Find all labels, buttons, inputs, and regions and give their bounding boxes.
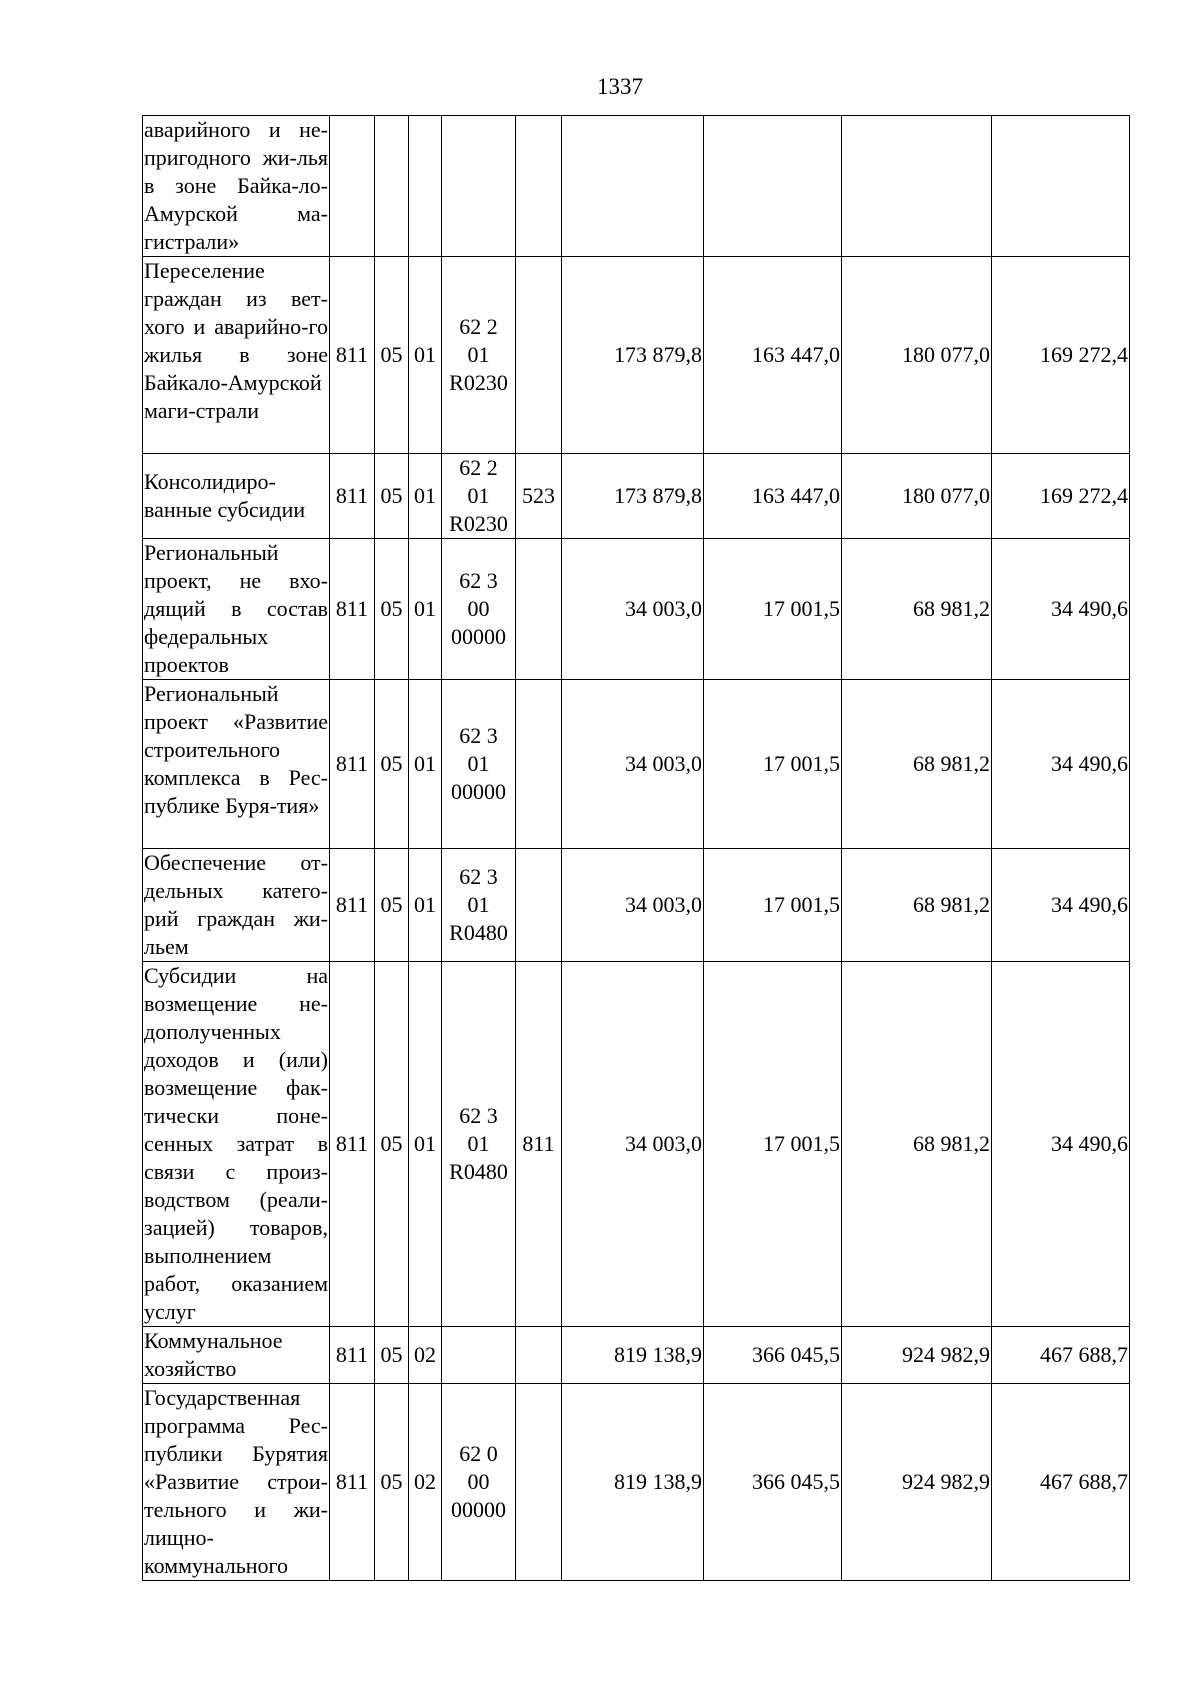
amount-4: 34 490,6 — [992, 539, 1130, 680]
row-name: Региональный проект, не вхо-дящий в состав федеральных проектов — [143, 539, 330, 680]
table-row — [143, 1384, 1130, 1581]
target-article-code — [442, 962, 516, 1327]
amount-1: 34 003,0 — [562, 962, 704, 1327]
amount-2 — [704, 116, 842, 257]
target-article-part: 00 — [467, 596, 490, 621]
amount-1: 34 003,0 — [562, 680, 704, 849]
subsection-code: 02 — [409, 1384, 442, 1581]
admin-code: 811 — [330, 539, 375, 680]
subsection-code — [409, 116, 442, 257]
amount-4: 467 688,7 — [992, 1384, 1130, 1581]
section-code: 05 — [375, 539, 409, 680]
admin-code — [330, 116, 375, 257]
amount-2: 163 447,0 — [704, 257, 842, 454]
subsection-code: 01 — [409, 454, 442, 539]
amount-2: 17 001,5 — [704, 849, 842, 962]
amount-1: 173 879,8 — [562, 454, 704, 539]
admin-code: 811 — [330, 962, 375, 1327]
expense-type-code — [516, 849, 562, 962]
admin-code: 811 — [330, 1327, 375, 1384]
amount-2: 17 001,5 — [704, 680, 842, 849]
admin-code: 811 — [330, 680, 375, 849]
section-code: 05 — [375, 962, 409, 1327]
table-row — [143, 1327, 1130, 1384]
amount-3: 180 077,0 — [842, 257, 992, 454]
target-article-code — [442, 116, 516, 257]
row-name: Субсидии на возмещение не-дополученных доходов и (или) возмещение фак-тически поне-сенных затрат в связи с произ-водством (реали-зацией) товаров, выполнением работ, оказанием услуг — [143, 962, 330, 1327]
subsection-code: 02 — [409, 1327, 442, 1384]
table-row — [143, 849, 1130, 962]
subsection-code: 01 — [409, 849, 442, 962]
section-code: 05 — [375, 1384, 409, 1581]
target-article-part: R0230 — [449, 370, 508, 395]
target-article-part: 62 3 — [459, 1103, 498, 1128]
target-article-code — [442, 1327, 516, 1384]
amount-3: 924 982,9 — [842, 1384, 992, 1581]
table-row — [143, 116, 1130, 257]
row-name: Обеспечение от-дельных катего-рий граждан жи-льем — [143, 849, 330, 962]
target-article-part: 62 3 — [459, 568, 498, 593]
table-row — [143, 257, 1130, 454]
section-code — [375, 116, 409, 257]
target-article-part: 62 0 — [459, 1441, 498, 1466]
amount-4: 34 490,6 — [992, 849, 1130, 962]
amount-2: 17 001,5 — [704, 962, 842, 1327]
target-article-part: R0480 — [449, 920, 508, 945]
section-code: 05 — [375, 454, 409, 539]
section-code: 05 — [375, 849, 409, 962]
target-article-part: 01 — [467, 751, 490, 776]
expense-type-code — [516, 680, 562, 849]
admin-code: 811 — [330, 454, 375, 539]
amount-1: 34 003,0 — [562, 849, 704, 962]
amount-2: 17 001,5 — [704, 539, 842, 680]
expense-type-code — [516, 1384, 562, 1581]
amount-2: 366 045,5 — [704, 1384, 842, 1581]
subsection-code: 01 — [409, 962, 442, 1327]
amount-1 — [562, 116, 704, 257]
target-article-part: 62 3 — [459, 864, 498, 889]
target-article-part: 62 2 — [459, 314, 498, 339]
target-article-part: 00000 — [451, 1497, 506, 1522]
table-row — [143, 962, 1130, 1327]
target-article-part: R0480 — [449, 1159, 508, 1184]
table-row — [143, 680, 1130, 849]
expense-type-code — [516, 116, 562, 257]
amount-1: 173 879,8 — [562, 257, 704, 454]
amount-1: 819 138,9 — [562, 1327, 704, 1384]
target-article-code — [442, 1384, 516, 1581]
amount-3: 68 981,2 — [842, 680, 992, 849]
row-name: Консолидиро-ванные субсидии — [143, 454, 330, 539]
row-name: Государственная программа Рес-публики Бурятия «Развитие строи-тельного и жи-лищно-коммунального — [143, 1384, 330, 1581]
budget-table — [142, 115, 1130, 1581]
expense-type-code — [516, 539, 562, 680]
amount-3 — [842, 116, 992, 257]
expense-type-code: 523 — [516, 454, 562, 539]
amount-1: 819 138,9 — [562, 1384, 704, 1581]
target-article-code — [442, 680, 516, 849]
row-name: аварийного и не-пригодного жи-лья в зоне Байка-ло-Амурской ма-гистрали» — [143, 116, 330, 257]
amount-3: 68 981,2 — [842, 962, 992, 1327]
expense-type-code — [516, 1327, 562, 1384]
admin-code: 811 — [330, 849, 375, 962]
amount-3: 180 077,0 — [842, 454, 992, 539]
target-article-part: R0230 — [449, 511, 508, 536]
subsection-code: 01 — [409, 680, 442, 849]
target-article-part: 00000 — [451, 624, 506, 649]
table-body — [143, 116, 1130, 1581]
target-article-code — [442, 257, 516, 454]
section-code: 05 — [375, 680, 409, 849]
target-article-code — [442, 849, 516, 962]
amount-4: 169 272,4 — [992, 454, 1130, 539]
row-name: Переселение граждан из вет-хого и аварийно-го жилья в зоне Байкало-Амурской маги-страли — [143, 257, 330, 454]
expense-type-code — [516, 257, 562, 454]
table-row — [143, 454, 1130, 539]
amount-3: 68 981,2 — [842, 849, 992, 962]
subsection-code: 01 — [409, 257, 442, 454]
target-article-part: 62 3 — [459, 723, 498, 748]
subsection-code: 01 — [409, 539, 442, 680]
page-number: 1337 — [597, 74, 643, 99]
amount-4: 467 688,7 — [992, 1327, 1130, 1384]
target-article-code — [442, 539, 516, 680]
section-code: 05 — [375, 1327, 409, 1384]
target-article-part: 01 — [467, 483, 490, 508]
table-row — [143, 539, 1130, 680]
amount-1: 34 003,0 — [562, 539, 704, 680]
row-name: Коммунальное хозяйство — [143, 1327, 330, 1384]
amount-2: 366 045,5 — [704, 1327, 842, 1384]
amount-4: 34 490,6 — [992, 962, 1130, 1327]
amount-4: 169 272,4 — [992, 257, 1130, 454]
target-article-part: 00 — [467, 1469, 490, 1494]
amount-3: 924 982,9 — [842, 1327, 992, 1384]
target-article-part: 01 — [467, 892, 490, 917]
amount-2: 163 447,0 — [704, 454, 842, 539]
target-article-code — [442, 454, 516, 539]
amount-4: 34 490,6 — [992, 680, 1130, 849]
target-article-part: 00000 — [451, 779, 506, 804]
admin-code: 811 — [330, 257, 375, 454]
admin-code: 811 — [330, 1384, 375, 1581]
expense-type-code: 811 — [516, 962, 562, 1327]
target-article-part: 01 — [467, 1131, 490, 1156]
section-code: 05 — [375, 257, 409, 454]
target-article-part: 62 2 — [459, 455, 498, 480]
target-article-part: 01 — [467, 342, 490, 367]
row-name: Региональный проект «Развитие строительного комплекса в Рес-публике Буря-тия» — [143, 680, 330, 849]
amount-4 — [992, 116, 1130, 257]
amount-3: 68 981,2 — [842, 539, 992, 680]
